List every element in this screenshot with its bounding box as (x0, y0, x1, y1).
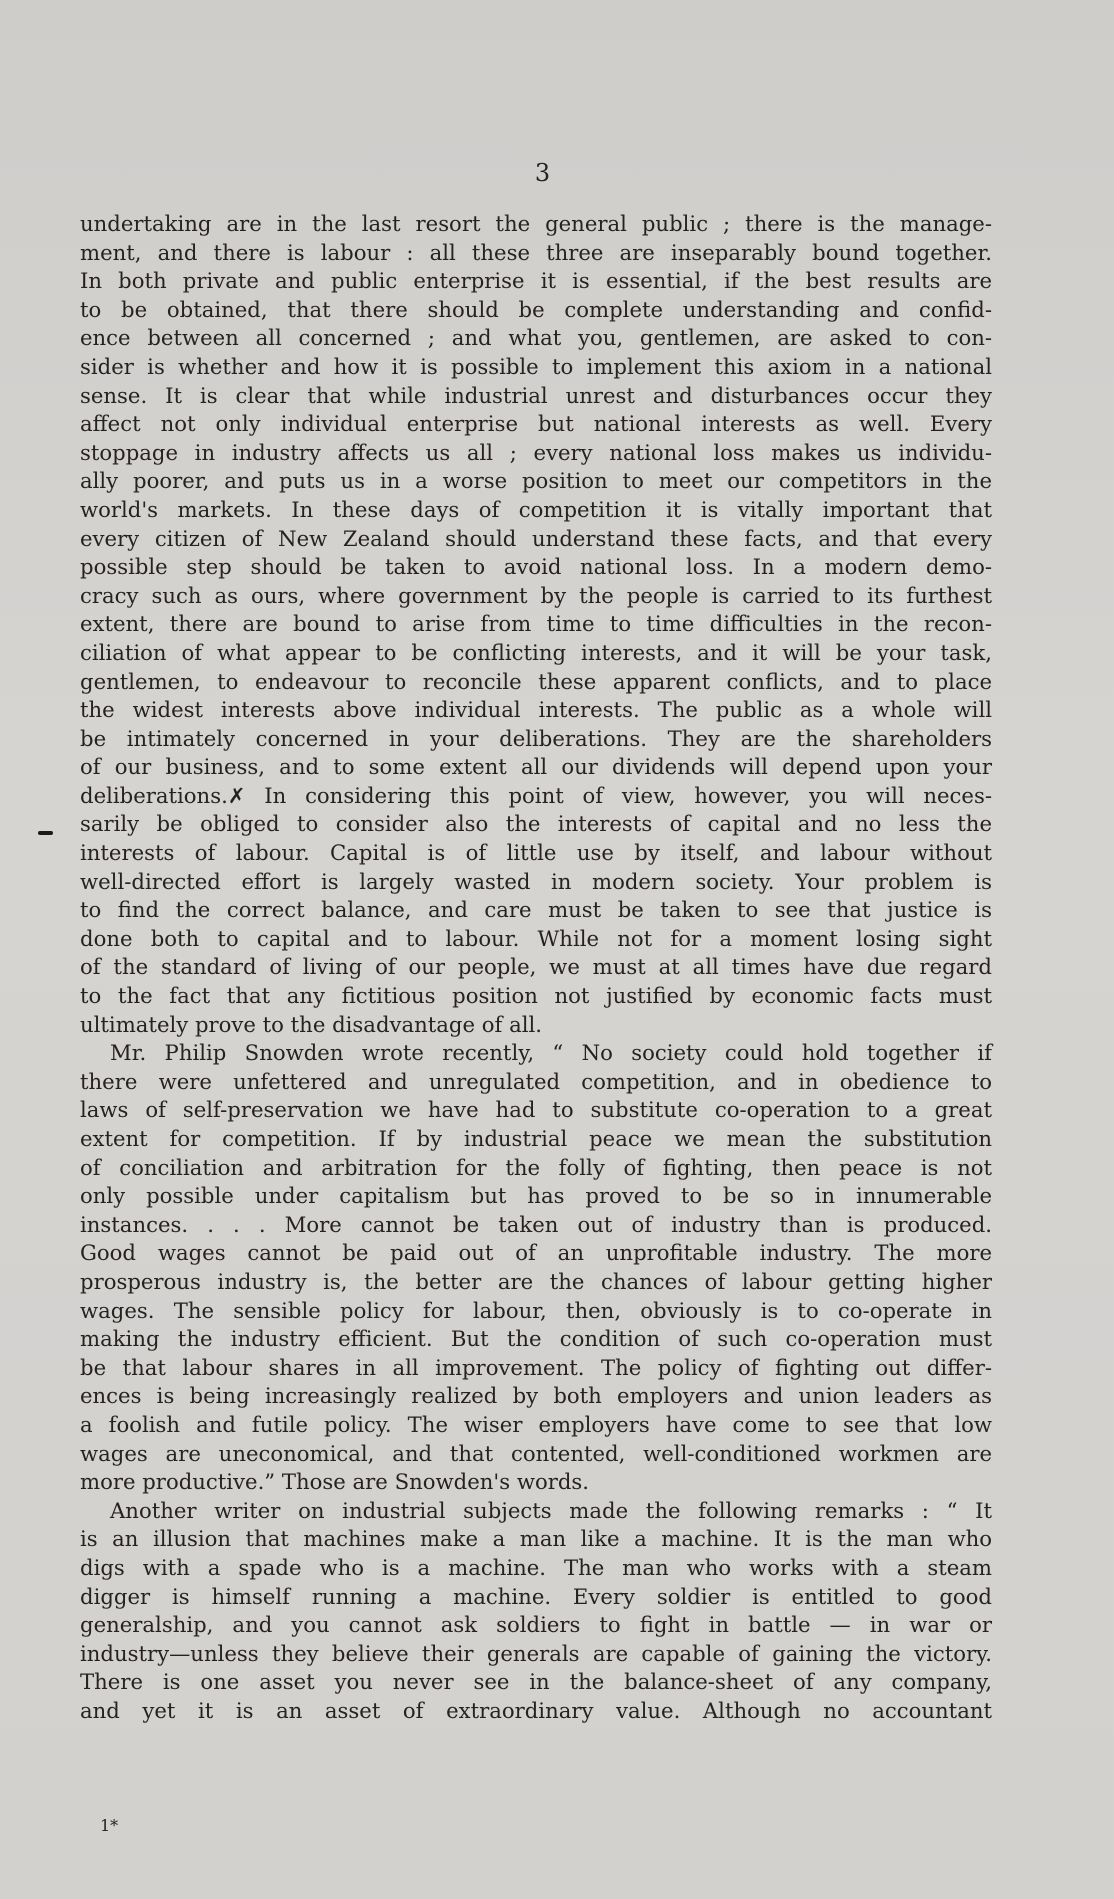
text-line: undertaking are in the last resort the general public ; there is the manage- (80, 211, 992, 236)
text-line: possible step should be taken to avoid national loss. In a modern demo- (80, 554, 992, 580)
text-line: interests of labour. Capital is of little use by itself, and labour without (80, 840, 992, 866)
text-line: done both to capital and to labour. While not for a moment losing sight (80, 925, 992, 951)
text-line: wages are uneconomical, and that contented, well-conditioned workmen are (80, 1440, 992, 1466)
text-line: of our business, and to some extent all our dividends will depend upon your (80, 754, 992, 780)
text-line: ally poorer, and puts us in a worse position to meet our competitors in the (80, 468, 992, 494)
text-line: Good wages cannot be paid out of an unprofitable industry. The more (80, 1240, 992, 1266)
text-line: ciliation of what appear to be conflicting interests, and it will be your task, (80, 639, 992, 665)
text-line: ences is being increasingly realized by both employers and union leaders as (80, 1383, 992, 1409)
text-line: to the fact that any fictitious position not justified by economic facts must (80, 983, 992, 1009)
text-line: there were unfettered and unregulated competition, and in obedience to (80, 1068, 992, 1094)
text-line: stoppage in industry affects us all ; every national loss makes us individu- (80, 439, 992, 465)
text-line: sider is whether and how it is possible to implement this axiom in a national (80, 353, 992, 379)
text-line: of the standard of living of our people, we must at all times have due regard (80, 954, 992, 980)
text-line: every citizen of New Zealand should understand these facts, and that every (80, 525, 992, 551)
paragraph-last-line: more productive.” Those are Snowden's words. (80, 1469, 590, 1495)
text-line: deliberations.✗ In considering this point of view, however, you will neces- (80, 782, 992, 808)
text-line: digs with a spade who is a machine. The man who works with a steam (80, 1554, 992, 1580)
text-line: sarily be obliged to consider also the interests of capital and no less the (80, 811, 992, 837)
paragraph-last-line: ultimately prove to the disadvantage of all. (80, 1011, 542, 1037)
paragraph-first-line: Another writer on industrial subjects made the following remarks : “ It (110, 1497, 992, 1523)
text-line: a foolish and futile policy. The wiser employers have come to see that low (80, 1411, 992, 1437)
text-line: ment, and there is labour : all these three are inseparably bound together. (80, 239, 992, 265)
text-line: well-directed effort is largely wasted in modern society. Your problem is (80, 868, 992, 894)
text-line: extent for competition. If by industrial peace we mean the substitution (80, 1126, 992, 1151)
text-line: ence between all concerned ; and what you, gentlemen, are asked to con- (80, 325, 992, 351)
page-number: 3 (534, 159, 551, 187)
text-line: sense. It is clear that while industrial unrest and disturbances occur they (80, 382, 992, 408)
text-line: generalship, and you cannot ask soldiers to fight in battle — in war or (80, 1612, 992, 1638)
text-line: to be obtained, that there should be complete understanding and confid- (80, 296, 992, 322)
text-line: wages. The sensible policy for labour, then, obviously is to co-operate in (80, 1297, 992, 1323)
text-line: industry—unless they believe their generals are capable of gaining the victory. (80, 1640, 992, 1666)
paragraph-first-line: Mr. Philip Snowden wrote recently, “ No society could hold together if (110, 1040, 992, 1066)
text-line: extent, there are bound to arise from time to time difficulties in the recon- (80, 611, 992, 637)
text-line: cracy such as ours, where government by the people is carried to its furthest (80, 582, 992, 608)
text-line: affect not only individual enterprise but national interests as well. Every (80, 411, 992, 437)
text-line: the widest interests above individual interests. The public as a whole will (80, 697, 992, 723)
margin-mark (38, 831, 53, 835)
text-line: prosperous industry is, the better are the chances of labour getting higher (80, 1268, 992, 1294)
text-line: gentlemen, to endeavour to reconcile these apparent conflicts, and to place (80, 668, 992, 694)
body-text (80, 210, 992, 1725)
signature-mark: 1* (100, 1816, 119, 1835)
text-line: instances. . . . More cannot be taken out of industry than is produced. (80, 1211, 992, 1237)
text-line: In both private and public enterprise it is essential, if the best results are (80, 268, 992, 294)
text-line: There is one asset you never see in the balance-sheet of any company, (80, 1669, 992, 1695)
text-line: only possible under capitalism but has proved to be so in innumerable (80, 1183, 992, 1209)
text-line: of conciliation and arbitration for the folly of fighting, then peace is not (80, 1154, 992, 1180)
text-line: laws of self-preservation we have had to substitute co-operation to a great (80, 1097, 992, 1123)
text-line: be that labour shares in all improvement. The policy of fighting out differ- (80, 1354, 992, 1380)
text-line: to find the correct balance, and care must be taken to see that justice is (80, 897, 992, 923)
text-line: making the industry efficient. But the condition of such co-operation must (80, 1326, 992, 1352)
text-line: is an illusion that machines make a man like a machine. It is the man who (80, 1526, 992, 1552)
text-line: be intimately concerned in your deliberations. They are the shareholders (80, 725, 992, 751)
text-line: digger is himself running a machine. Every soldier is entitled to good (80, 1583, 992, 1609)
text-line: and yet it is an asset of extraordinary value. Although no accountant (80, 1697, 992, 1723)
text-line: world's markets. In these days of competition it is vitally important that (80, 496, 992, 522)
